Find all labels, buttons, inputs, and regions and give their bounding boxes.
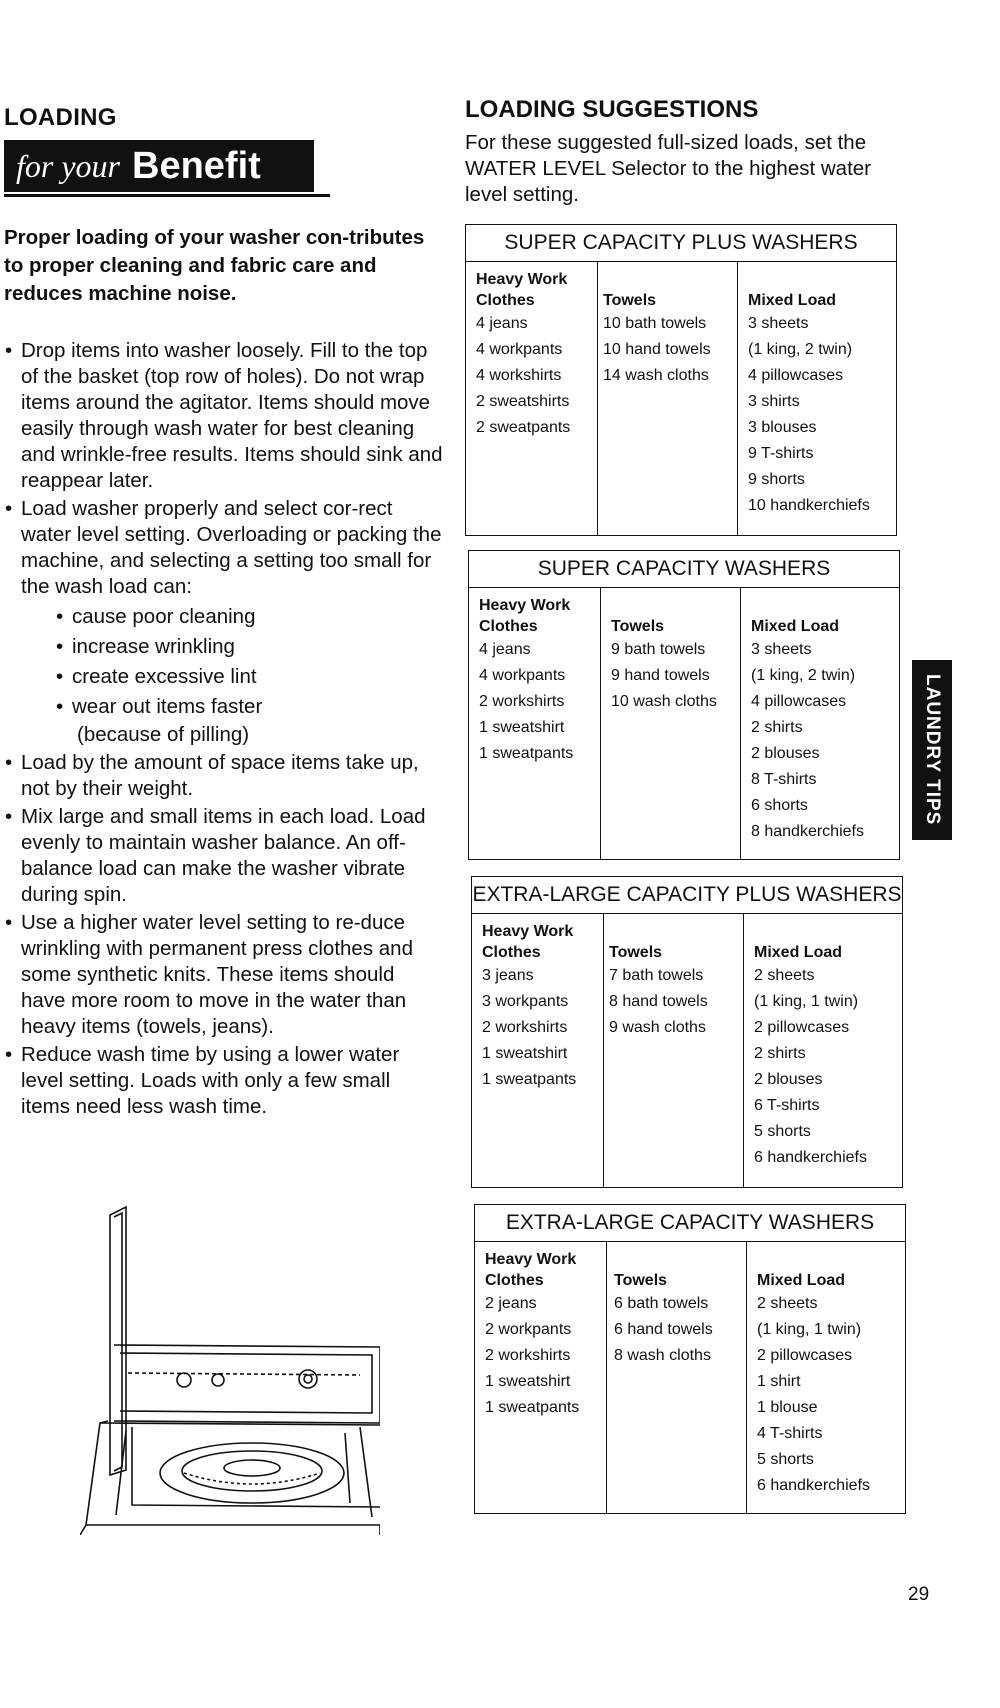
- table-cell: 10 bath towels: [603, 315, 707, 332]
- section-title-loading-suggestions: LOADING SUGGESTIONS: [465, 96, 759, 123]
- banner-bold-text: Benefit: [132, 144, 261, 187]
- table-cell: 7 bath towels: [609, 967, 704, 984]
- page-number: 29: [908, 1584, 930, 1605]
- table-cell: 1 sweatshirt: [479, 719, 565, 736]
- table-cell: 9 bath towels: [611, 641, 706, 658]
- column-header: Towels: [609, 944, 663, 961]
- heavy-work-column: [485, 1249, 607, 1513]
- table-cell: 10 handkerchiefs: [748, 497, 870, 514]
- table-cell: 2 sheets: [757, 1295, 818, 1312]
- table-cell: 3 sheets: [748, 315, 809, 332]
- sub-bullet: • increase wrinkling: [4, 632, 444, 662]
- column-header: Towels: [614, 1272, 668, 1289]
- table-cell: 6 handkerchiefs: [754, 1149, 867, 1166]
- mixed-load-column: [743, 913, 903, 1187]
- table-cell: 4 workpants: [476, 341, 563, 358]
- table-cell: 8 hand towels: [609, 993, 708, 1010]
- table-cell: 2 pillowcases: [757, 1347, 853, 1364]
- table-cell: 3 sheets: [751, 641, 812, 658]
- table-title: SUPER CAPACITY PLUS WASHERS: [466, 225, 896, 262]
- table-cell: 9 T-shirts: [748, 445, 814, 462]
- column-header: Heavy Work Clothes: [476, 271, 568, 309]
- table-cell: 2 sweatpants: [476, 419, 571, 436]
- table-cell: 3 jeans: [482, 967, 534, 984]
- table-cell: 2 pillowcases: [754, 1019, 850, 1036]
- tip-bullet: • Reduce wash time by using a lower water level setting. Loads with only a few small items need less wash time.: [4, 1042, 444, 1120]
- table-cell: 4 T-shirts: [757, 1425, 823, 1442]
- table-cell: 2 workpants: [485, 1321, 572, 1338]
- mixed-load-column: [740, 587, 900, 859]
- table-cell: 6 hand towels: [614, 1321, 713, 1338]
- table-cell: 2 sheets: [754, 967, 815, 984]
- table-cell: 2 shirts: [751, 719, 803, 736]
- table-cell: 3 workpants: [482, 993, 569, 1010]
- table-cell: 6 shorts: [751, 797, 808, 814]
- intro-paragraph: Proper loading of your washer con-tributes to proper cleaning and fabric care and reduces machine noise.: [4, 226, 425, 305]
- table-cell: 8 T-shirts: [751, 771, 817, 788]
- table-cell: (1 king, 2 twin): [748, 341, 853, 358]
- table-cell: 4 pillowcases: [748, 367, 844, 384]
- table-title: SUPER CAPACITY WASHERS: [469, 551, 899, 588]
- column-header: Mixed Load: [751, 618, 840, 635]
- table-cell: 1 sweatshirt: [485, 1373, 571, 1390]
- washer-illustration-icon: [80, 1205, 380, 1535]
- table-cell: 9 hand towels: [611, 667, 710, 684]
- column-header: Mixed Load: [748, 292, 837, 309]
- heavy-work-column: [482, 921, 604, 1187]
- column-header: Towels: [611, 618, 665, 635]
- table-cell: 1 blouse: [757, 1399, 818, 1416]
- table-cell: 5 shorts: [757, 1451, 814, 1468]
- for-your-benefit-banner: [4, 140, 314, 192]
- tip-bullet: • Load washer properly and select cor-rect water level setting. Overloading or packing the machine, and selecting a setting too small for the wash load can:: [4, 496, 444, 600]
- table-cell: 1 sweatshirt: [482, 1045, 568, 1062]
- table-cell: 1 sweatpants: [479, 745, 574, 762]
- table-cell: 6 T-shirts: [754, 1097, 820, 1114]
- tip-bullet: • Load by the amount of space items take up, not by their weight.: [4, 750, 444, 802]
- column-header: Mixed Load: [757, 1272, 846, 1289]
- table-title: EXTRA-LARGE CAPACITY PLUS WASHERS: [472, 877, 902, 914]
- load-table-extra-large-capacity-plus: [471, 876, 903, 1188]
- load-table-super-capacity-plus: [465, 224, 897, 536]
- table-cell: 4 jeans: [479, 641, 531, 658]
- table-cell: 5 shorts: [754, 1123, 811, 1140]
- table-cell: 10 wash cloths: [611, 693, 717, 710]
- table-cell: 4 workshirts: [476, 367, 562, 384]
- heavy-work-column: [476, 269, 598, 535]
- table-cell: 10 hand towels: [603, 341, 711, 358]
- table-cell: 3 shirts: [748, 393, 800, 410]
- load-table-extra-large-capacity: [474, 1204, 906, 1514]
- table-cell: 2 blouses: [751, 745, 820, 762]
- table-cell: 2 jeans: [485, 1295, 537, 1312]
- mixed-load-column: [737, 261, 897, 535]
- table-cell: 8 wash cloths: [614, 1347, 711, 1364]
- sub-bullet: • create excessive lint: [4, 662, 444, 692]
- column-header: Towels: [603, 292, 657, 309]
- table-cell: 1 shirt: [757, 1373, 801, 1390]
- table-cell: 3 blouses: [748, 419, 817, 436]
- side-tab-label: LAUNDRY TIPS: [922, 674, 943, 826]
- sub-bullet-note: (because of pilling): [77, 723, 250, 746]
- table-cell: 2 sweatshirts: [476, 393, 570, 410]
- towels-column: [606, 1241, 746, 1513]
- table-title: EXTRA-LARGE CAPACITY WASHERS: [475, 1205, 905, 1242]
- table-cell: 4 workpants: [479, 667, 566, 684]
- table-cell: 4 jeans: [476, 315, 528, 332]
- loading-tips-list: [4, 338, 444, 1122]
- towels-column: [603, 913, 743, 1187]
- sub-bullet: • cause poor cleaning: [4, 602, 444, 632]
- column-header: Heavy Work Clothes: [482, 923, 574, 961]
- banner-underline: [4, 194, 330, 197]
- column-header: Heavy Work Clothes: [479, 597, 571, 635]
- table-cell: 1 sweatpants: [485, 1399, 580, 1416]
- table-cell: 2 workshirts: [479, 693, 565, 710]
- table-cell: 2 workshirts: [482, 1019, 568, 1036]
- table-cell: 14 wash cloths: [603, 367, 709, 384]
- table-cell: 4 pillowcases: [751, 693, 847, 710]
- suggestions-intro: For these suggested full-sized loads, set the WATER LEVEL Selector to the highest water level setting.: [465, 131, 872, 206]
- towels-column: [597, 261, 737, 535]
- mixed-load-column: [746, 1241, 906, 1513]
- column-header: Heavy Work Clothes: [485, 1251, 577, 1289]
- section-title-loading: LOADING: [4, 104, 117, 131]
- tip-bullet: • Mix large and small items in each load. Load evenly to maintain washer balance. An off-balance load can make the washer vibrate during spin.: [4, 804, 444, 908]
- table-cell: 2 shirts: [754, 1045, 806, 1062]
- column-header: Mixed Load: [754, 944, 843, 961]
- tip-bullet: • Use a higher water level setting to re-duce wrinkling with permanent press clothes and some synthetic knits. These items should have more room to move in the water than heavy items (towels, jeans).: [4, 910, 444, 1040]
- table-cell: 6 handkerchiefs: [757, 1477, 870, 1494]
- towels-column: [600, 587, 740, 859]
- table-cell: 6 bath towels: [614, 1295, 709, 1312]
- table-cell: 2 blouses: [754, 1071, 823, 1088]
- laundry-tips-side-tab: [912, 660, 952, 840]
- table-cell: (1 king, 1 twin): [754, 993, 859, 1010]
- load-table-super-capacity: [468, 550, 900, 860]
- table-cell: (1 king, 2 twin): [751, 667, 856, 684]
- tip-bullet: • Drop items into washer loosely. Fill to the top of the basket (top row of holes). Do not wrap items around the agitator. Items should move easily through wash water for best cleaning and wrinkle-free results. Items should sink and reappear later.: [4, 338, 444, 494]
- table-cell: 8 handkerchiefs: [751, 823, 864, 840]
- table-cell: 9 wash cloths: [609, 1019, 706, 1036]
- table-cell: 1 sweatpants: [482, 1071, 577, 1088]
- heavy-work-column: [479, 595, 601, 859]
- table-cell: (1 king, 1 twin): [757, 1321, 862, 1338]
- sub-bullet: • wear out items faster: [4, 692, 444, 722]
- banner-script-text: for your: [16, 147, 120, 184]
- table-cell: 2 workshirts: [485, 1347, 571, 1364]
- table-cell: 9 shorts: [748, 471, 805, 488]
